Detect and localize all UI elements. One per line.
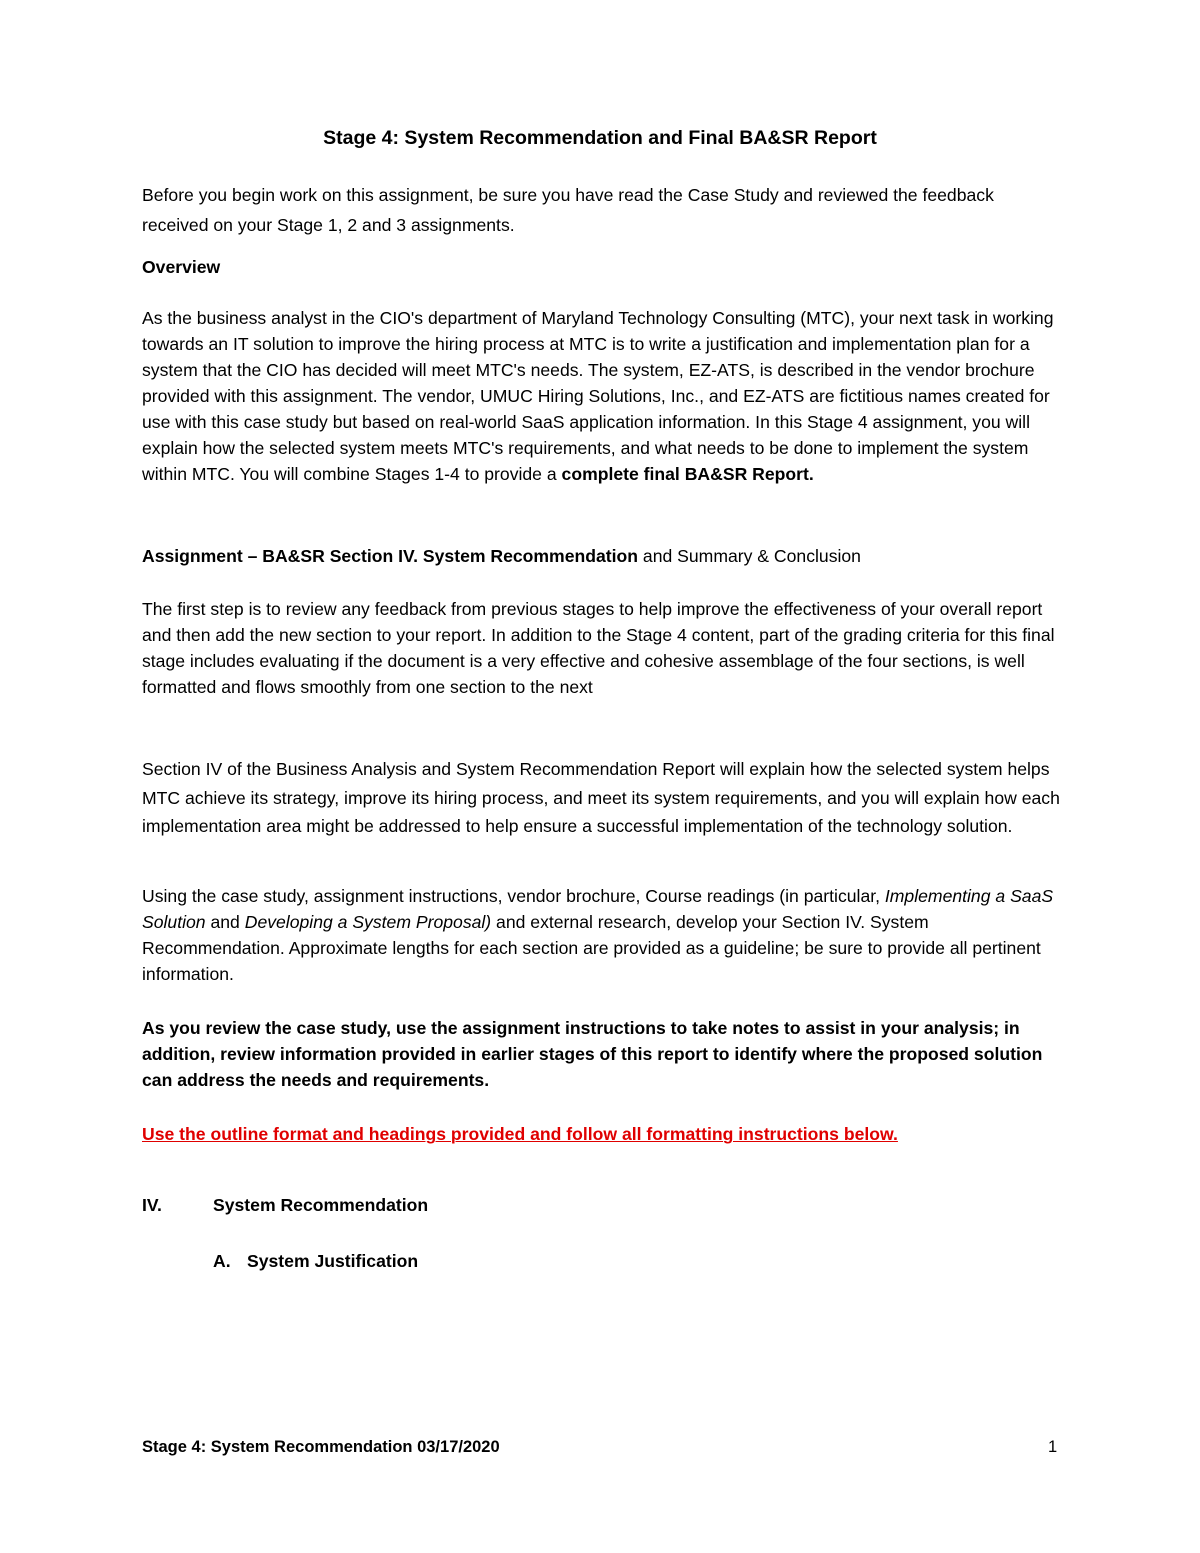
using-text-part1: Using the case study, assignment instructions, vendor brochure, Course readings (in particular, — [142, 886, 885, 906]
first-step-paragraph — [142, 596, 1060, 700]
outline-sub-heading: System Justification — [247, 1251, 419, 1271]
assignment-heading — [142, 543, 1060, 569]
using-paragraph — [142, 883, 1060, 987]
overview-text-bold: complete final BA&SR Report. — [561, 464, 814, 484]
overview-text — [142, 305, 1060, 487]
assignment-heading-bold: Assignment – BA&SR Section IV. System Recommendation — [142, 546, 639, 566]
red-instruction-text: Use the outline format and headings provided and follow all formatting instructions below. — [142, 1124, 898, 1144]
outline-numeral: IV. — [142, 1195, 162, 1215]
page-number: 1 — [1048, 1438, 1058, 1456]
using-text-part3: and external research, develop your Section IV. System Recommendation. Approximate lengths for each section are provided as a guideline; be sure to provide all pertinent information. — [142, 912, 1041, 984]
using-text-italic2: Developing a System Proposal) — [244, 912, 492, 932]
using-text — [142, 883, 1060, 987]
section-iv-paragraph — [142, 755, 1060, 841]
document-title: Stage 4: System Recommendation and Final BA&SR Report — [323, 127, 877, 149]
first-step-text: The first step is to review any feedback from previous stages to help improve the effectiveness of your overall report and then add the new section to your report. In addition to the Stage 4 content, part of the grading criteria for this final stage includes evaluating if the document is a very effective and cohesive assemblage of the four sections, is well formatted and flows smoothly from one section to the next — [142, 599, 1055, 697]
overview-text-main: As the business analyst in the CIO's department of Maryland Technology Consulting (MTC), your next task in working towards an IT solution to improve the hiring process at MTC is to write a justification and implementation plan for a system that the CIO has decided will meet MTC's needs. The system, EZ-ATS, is described in the vendor brochure provided with this assignment. The vendor, UMUC Hiring Solutions, Inc., and EZ-ATS are fictitious names created for use with this case study but based on real-world SaaS application information. In this Stage 4 assignment, you will explain how the selected system meets MTC's requirements, and what needs to be done to implement the system within MTC. You will combine Stages 1-4 to provide a — [142, 308, 1054, 484]
section-iv-text: Section IV of the Business Analysis and System Recommendation Report will explain how the selected system helps MTC achieve its strategy, improve its hiring process, and meet its system requirements, and you will explain how each implementation area might be addressed to help ensure a successful implementation of the technology solution. — [142, 759, 1060, 836]
using-text-part2: and — [205, 912, 245, 932]
assignment-heading-line — [142, 543, 1060, 569]
red-instruction-line — [142, 1121, 1060, 1147]
outline-heading: System Recommendation — [213, 1195, 429, 1215]
bold-instruction-text: As you review the case study, use the assignment instructions to take notes to assist in your analysis; in addition, review information provided in earlier stages of this report to identify where the proposed solution can address the needs and requirements. — [142, 1018, 1043, 1090]
overview-paragraph — [142, 305, 1060, 487]
intro-paragraph — [142, 180, 1060, 240]
using-text-italic1: Implementing a SaaS Solution — [142, 886, 1054, 932]
intro-text: Before you begin work on this assignment, be sure you have read the Case Study and reviewed the feedback received on your Stage 1, 2 and 3 assignments. — [142, 185, 994, 235]
overview-section — [142, 254, 1060, 280]
overview-heading: Overview — [142, 257, 221, 277]
bold-instruction-paragraph — [142, 1015, 1060, 1093]
outline-sub-letter: A. — [213, 1251, 231, 1271]
assignment-heading-rest: and Summary & Conclusion — [638, 546, 861, 566]
red-instruction-paragraph — [142, 1121, 1060, 1147]
footer-text: Stage 4: System Recommendation 03/17/2020 — [142, 1438, 500, 1456]
